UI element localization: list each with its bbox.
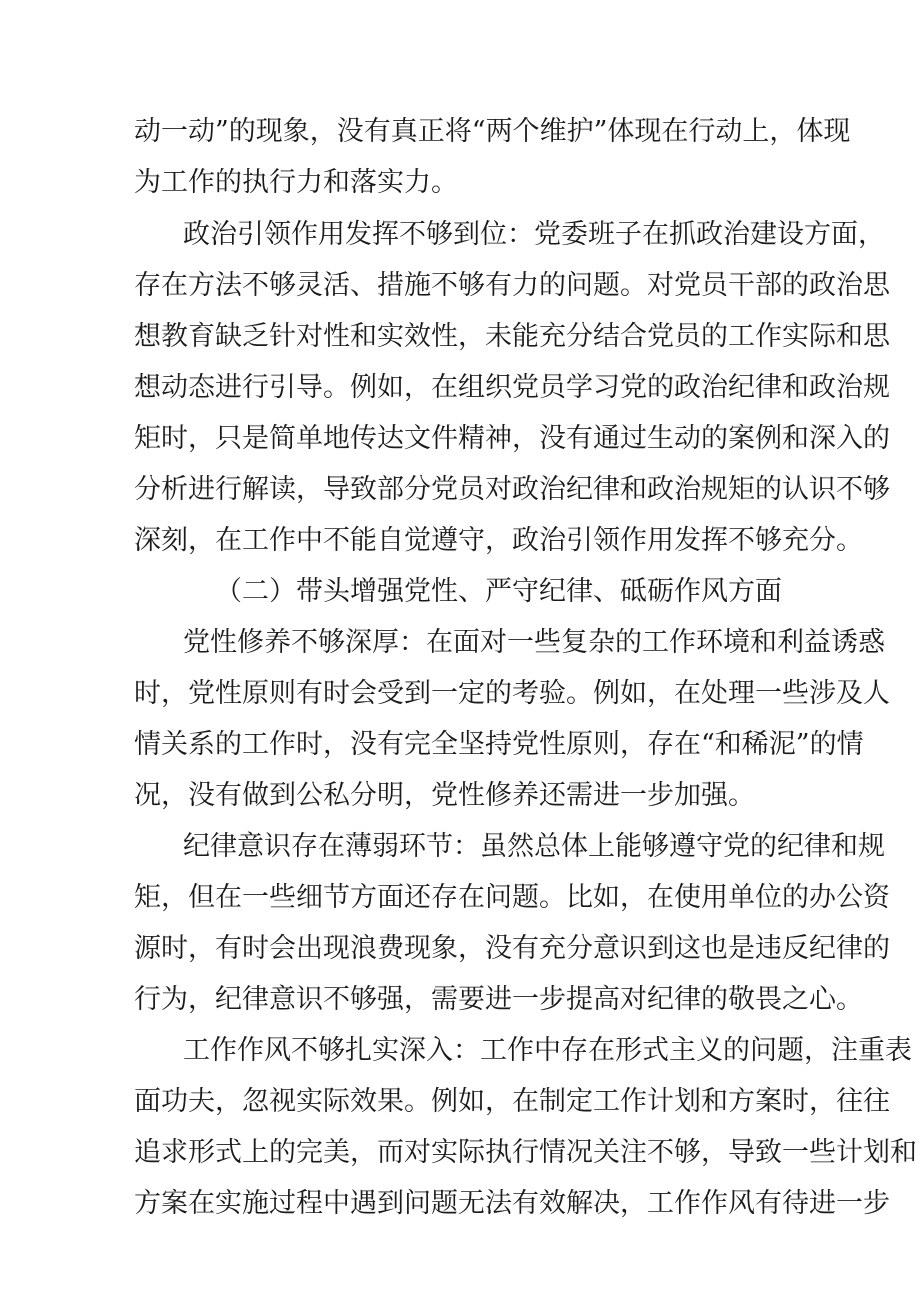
- paragraph-2-line-7: 深刻，在工作中不能自觉遵守，政治引领作用发挥不够充分。: [134, 525, 863, 556]
- paragraph-5-line-1: 工作作风不够扎实深入：工作中存在形式主义的问题，注重表: [183, 1035, 912, 1066]
- paragraph-3-line-4: 况，没有做到公私分明，党性修养还需进一步加强。: [134, 780, 755, 811]
- paragraph-2-line-3: 想教育缺乏针对性和实效性，未能充分结合党员的工作实际和思: [134, 321, 890, 352]
- paragraph-1-line-2: 为工作的执行力和落实力。: [134, 167, 458, 198]
- paragraph-1-line-1: 动一动”的现象，没有真正将“两个维护”体现在行动上，体现: [134, 116, 851, 147]
- section-heading: （二）带头增强党性、严守纪律、砥砺作风方面: [215, 576, 782, 607]
- paragraph-3-line-2: 时，党性原则有时会受到一定的考验。例如，在处理一些涉及人: [134, 678, 890, 709]
- paragraph-4-line-3: 源时，有时会出现浪费现象，没有充分意识到这也是违反纪律的: [134, 933, 890, 964]
- paragraph-4-line-4: 行为，纪律意识不够强，需要进一步提高对纪律的敬畏之心。: [134, 984, 863, 1015]
- paragraph-4-line-2: 矩，但在一些细节方面还存在问题。比如，在使用单位的办公资: [134, 882, 890, 913]
- paragraph-2-line-1: 政治引领作用发挥不够到位：党委班子在抓政治建设方面，: [183, 219, 885, 250]
- paragraph-2-line-4: 想动态进行引导。例如，在组织党员学习党的政治纪律和政治规: [134, 372, 890, 403]
- paragraph-2-line-6: 分析进行解读，导致部分党员对政治纪律和政治规矩的认识不够: [134, 474, 890, 505]
- paragraph-3-line-3: 情关系的工作时，没有完全坚持党性原则，存在“和稀泥”的情: [134, 729, 864, 760]
- paragraph-2-line-2: 存在方法不够灵活、措施不够有力的问题。对党员干部的政治思: [134, 270, 890, 301]
- paragraph-5-line-4: 方案在实施过程中遇到问题无法有效解决，工作作风有待进一步: [134, 1188, 890, 1219]
- paragraph-2-line-5: 矩时，只是简单地传达文件精神，没有通过生动的案例和深入的: [134, 423, 890, 454]
- paragraph-3-line-1: 党性修养不够深厚：在面对一些复杂的工作环境和利益诱惑: [183, 627, 885, 658]
- paragraph-5-line-2: 面功夫，忽视实际效果。例如，在制定工作计划和方案时，往往: [134, 1086, 890, 1117]
- paragraph-5-line-3: 追求形式上的完美，而对实际执行情况关注不够，导致一些计划和: [134, 1137, 917, 1168]
- paragraph-4-line-1: 纪律意识存在薄弱环节：虽然总体上能够遵守党的纪律和规: [183, 831, 885, 862]
